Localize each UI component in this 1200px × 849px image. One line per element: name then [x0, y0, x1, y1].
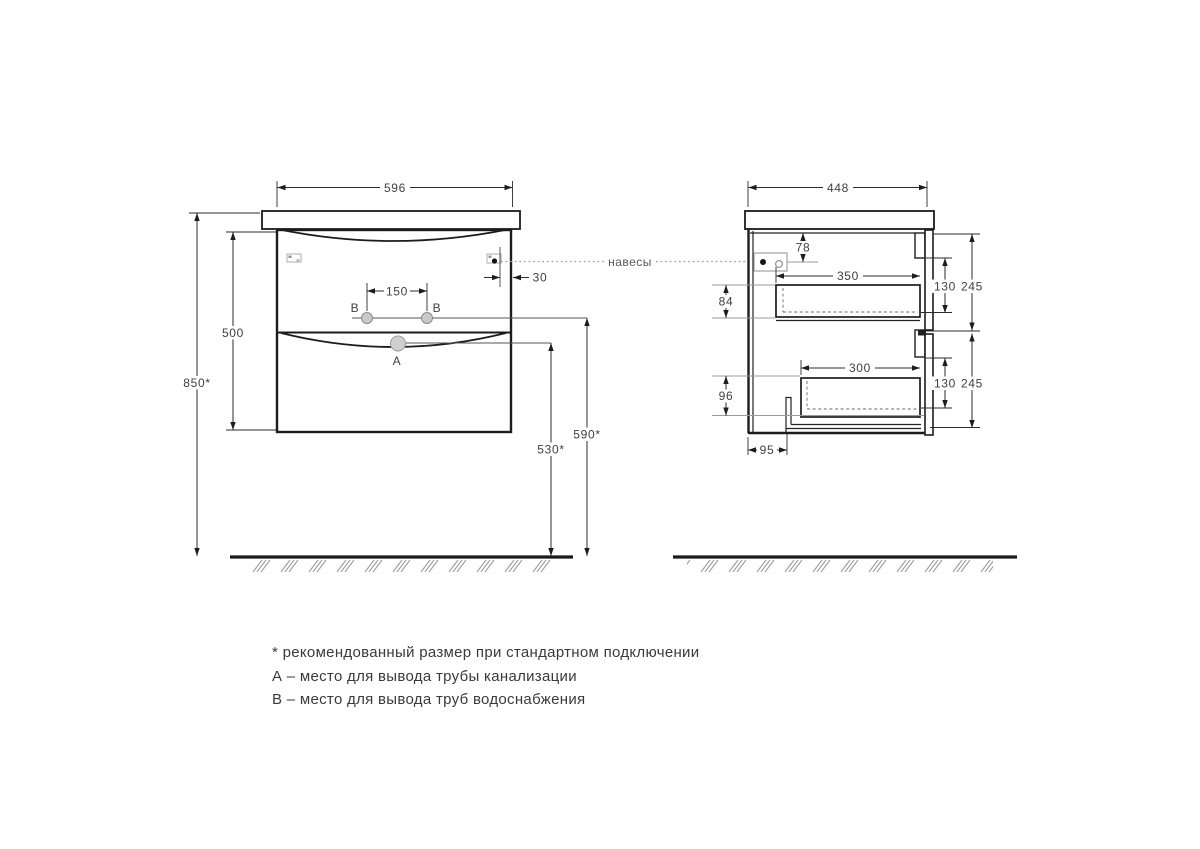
dim-depth: [748, 180, 927, 207]
cabinet-front: [277, 230, 511, 432]
floor-hatch-left: [243, 560, 561, 573]
dim-top-inner-height: [712, 285, 775, 318]
dim-596-label: 596: [383, 181, 407, 195]
dim-245-top-label: 245: [960, 279, 984, 294]
water-supply-hole-left: [362, 313, 373, 324]
point-a-label: А: [392, 354, 402, 368]
point-b-left-label: В: [350, 301, 360, 315]
basin-curve: [282, 230, 505, 241]
dim-448-label: 448: [826, 181, 850, 195]
note-asterisk: * рекомендованный размер при стандартном подключении: [272, 644, 700, 661]
dim-hanger-drop: [792, 233, 814, 262]
dim-pipe-offset: [748, 434, 787, 457]
dim-96-label: 96: [718, 389, 734, 403]
point-b-right-label: В: [432, 301, 442, 315]
hanger-icon-right: [487, 254, 501, 264]
dim-150-label: 150: [385, 284, 409, 299]
note-point-b: В – место для вывода труб водоснабжения: [272, 691, 586, 708]
countertop-side: [745, 211, 934, 229]
hanger-bracket-side: [754, 253, 818, 271]
dim-530-label: 530*: [537, 442, 565, 457]
dim-30-label: 30: [532, 270, 548, 285]
dim-mount-height: [180, 213, 260, 556]
dim-hanger-inset: [484, 271, 547, 285]
hangers-callout: [501, 255, 753, 269]
dim-width-front: [277, 180, 513, 207]
note-point-a: А – место для вывода трубы канализации: [272, 667, 577, 685]
dim-500-label: 500: [221, 326, 245, 340]
dim-130-bottom-label: 130: [933, 376, 957, 391]
side-view: [712, 180, 986, 457]
dim-95-label: 95: [759, 443, 775, 457]
dim-300-label: 300: [848, 361, 872, 375]
hanger-icon-left: [287, 254, 301, 262]
floor-hatch-right: [687, 560, 993, 573]
dim-faucet-holes: [367, 283, 427, 311]
dim-cabinet-height: [219, 232, 276, 430]
dim-590-label: 590*: [573, 427, 601, 442]
top-drawer-box: [776, 285, 920, 321]
notes-block: [272, 641, 699, 712]
pipe-notch: [786, 398, 791, 433]
front-view: [180, 180, 604, 556]
dim-850-label: 850*: [183, 376, 211, 390]
countertop-front: [262, 211, 520, 229]
bottom-drawer-box: [801, 378, 920, 417]
dim-130-top-label: 130: [933, 279, 957, 294]
dim-drain-height: [534, 343, 568, 556]
dim-water-height: [570, 318, 604, 556]
dim-top-drawer-depth: [776, 267, 920, 283]
dim-84-label: 84: [718, 294, 734, 309]
drain-hole: [391, 336, 406, 351]
dim-bottom-drawer-depth: [801, 360, 920, 375]
water-supply-hole-right: [422, 313, 433, 324]
dim-350-label: 350: [836, 269, 860, 283]
dim-245-bottom-label: 245: [960, 376, 984, 391]
floor: [230, 557, 1017, 573]
dim-78-label: 78: [795, 240, 811, 255]
hangers-callout-label: навесы: [608, 255, 652, 269]
